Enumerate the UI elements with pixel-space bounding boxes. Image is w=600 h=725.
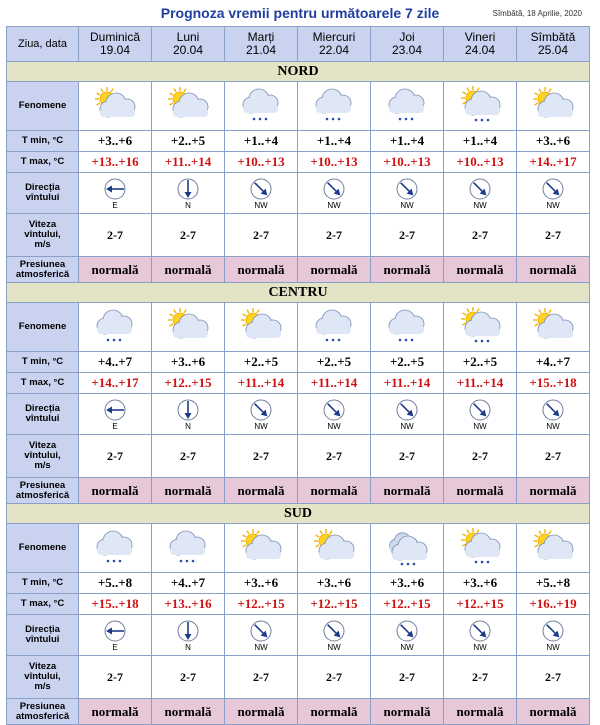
pressure-value: normală — [225, 257, 298, 283]
region-header-row — [7, 504, 590, 524]
wind-speed-value: 2-7 — [225, 656, 298, 699]
sun-cloud-icon — [517, 307, 589, 347]
wind-speed-value: 2-7 — [298, 214, 371, 257]
day-name: Luni — [176, 30, 200, 44]
tmin-row — [7, 573, 590, 594]
day-name: Sîmbătă — [530, 30, 576, 44]
pressure-label-line2: atmosferică — [15, 268, 70, 280]
wind-direction-label-line2: vîntului — [25, 413, 60, 424]
compass-arrow-icon — [79, 619, 151, 643]
phenomena-cell — [298, 524, 371, 573]
tmax-value: +11..+14 — [371, 373, 444, 394]
wind-direction-cell — [225, 173, 298, 214]
phenomena-cell — [225, 82, 298, 131]
day-name: Vineri — [464, 30, 496, 44]
tmin-value: +3..+6 — [152, 352, 225, 373]
forecast-table — [6, 26, 590, 725]
pressure-value: normală — [225, 478, 298, 504]
phenomena-label: Fenomene — [7, 82, 79, 131]
tmin-value: +4..+7 — [517, 352, 590, 373]
pressure-row — [7, 699, 590, 725]
tmax-value: +10..+13 — [444, 152, 517, 173]
day-date: 22.04 — [318, 43, 350, 57]
region-header-row — [7, 283, 590, 303]
sun-cloud-icon — [517, 86, 589, 126]
day-header — [225, 27, 298, 62]
tmin-value: +3..+6 — [225, 573, 298, 594]
tmax-value: +16..+19 — [517, 594, 590, 615]
region-name: SUD — [7, 504, 590, 524]
tmax-value: +11..+14 — [298, 373, 371, 394]
compass-arrow-icon — [517, 619, 589, 643]
region-header-row — [7, 62, 590, 82]
wind-direction-cell — [298, 394, 371, 435]
wind-direction-value: E — [112, 421, 118, 431]
phenomena-row — [7, 303, 590, 352]
tmax-value: +14..+17 — [79, 373, 152, 394]
wind-direction-value: NW — [327, 642, 341, 652]
phenomena-cell — [225, 524, 298, 573]
day-name: Miercuri — [312, 30, 356, 44]
tmax-value: +12..+15 — [298, 594, 371, 615]
wind-speed-value: 2-7 — [444, 214, 517, 257]
pressure-value: normală — [298, 699, 371, 725]
pressure-row — [7, 257, 590, 283]
pressure-value: normală — [298, 478, 371, 504]
sun-cloud-icon — [79, 86, 151, 126]
sun-cloud-icon — [517, 528, 589, 568]
tmax-row — [7, 373, 590, 394]
wind-direction-value: NW — [254, 642, 268, 652]
phenomena-cell — [517, 524, 590, 573]
wind-speed-label-line3: m/s — [34, 460, 51, 471]
tmax-value: +11..+14 — [444, 373, 517, 394]
pressure-value: normală — [79, 257, 152, 283]
wind-direction-cell — [225, 615, 298, 656]
wind-direction-value: N — [185, 642, 191, 652]
wind-direction-cell — [298, 173, 371, 214]
pressure-value: normală — [225, 699, 298, 725]
day-date: 21.04 — [245, 43, 277, 57]
wind-speed-label-line2: vîntului, — [24, 450, 61, 461]
day-date: 19.04 — [99, 43, 131, 57]
wind-direction-label-line1: Direcția — [25, 624, 60, 635]
phenomena-cell — [371, 524, 444, 573]
pressure-value: normală — [517, 699, 590, 725]
wind-speed-value: 2-7 — [371, 214, 444, 257]
tmin-value: +1..+4 — [298, 131, 371, 152]
compass-arrow-icon — [444, 398, 516, 422]
phenomena-cell — [152, 524, 225, 573]
wind-direction-label — [7, 394, 79, 435]
tmax-value: +13..+16 — [79, 152, 152, 173]
pressure-label-line1: Presiunea — [19, 479, 66, 491]
compass-arrow-icon — [79, 177, 151, 201]
tmin-value: +2..+5 — [225, 352, 298, 373]
tmin-value: +3..+6 — [371, 573, 444, 594]
cloud-rain-icon — [79, 307, 151, 347]
wind-direction-value: NW — [546, 200, 560, 210]
wind-speed-value: 2-7 — [517, 656, 590, 699]
wind-direction-value: E — [112, 200, 118, 210]
phenomena-cell — [79, 524, 152, 573]
wind-direction-cell — [79, 173, 152, 214]
tmax-value: +13..+16 — [152, 594, 225, 615]
tmax-label: T max, °C — [7, 373, 79, 394]
tmax-value: +12..+15 — [444, 594, 517, 615]
cloud-rain-icon — [371, 86, 443, 126]
tmax-value: +12..+15 — [152, 373, 225, 394]
wind-direction-value: NW — [254, 200, 268, 210]
wind-speed-value: 2-7 — [444, 435, 517, 478]
wind-direction-label — [7, 615, 79, 656]
pressure-label-line2: atmosferică — [15, 710, 70, 722]
tmin-value: +3..+6 — [79, 131, 152, 152]
wind-direction-label — [7, 173, 79, 214]
tmax-value: +12..+15 — [225, 594, 298, 615]
phenomena-cell — [152, 82, 225, 131]
wind-direction-cell — [152, 173, 225, 214]
phenomena-cell — [371, 303, 444, 352]
pressure-value: normală — [371, 257, 444, 283]
sun-cloud-icon — [152, 307, 224, 347]
compass-arrow-icon — [517, 177, 589, 201]
tmin-value: +3..+6 — [444, 573, 517, 594]
phenomena-cell — [517, 82, 590, 131]
wind-speed-label — [7, 214, 79, 257]
cloud-rain-icon — [79, 528, 151, 568]
tmax-value: +14..+17 — [517, 152, 590, 173]
tmin-label: T min, °C — [7, 573, 79, 594]
tmin-value: +3..+6 — [517, 131, 590, 152]
phenomena-row — [7, 82, 590, 131]
wind-direction-value: NW — [327, 200, 341, 210]
tmax-value: +12..+15 — [371, 594, 444, 615]
phenomena-cell — [517, 303, 590, 352]
wind-speed-label-line1: Viteza — [28, 440, 57, 451]
wind-speed-value: 2-7 — [225, 214, 298, 257]
forecast-body — [7, 62, 590, 725]
wind-direction-value: NW — [400, 421, 414, 431]
phenomena-cell — [298, 303, 371, 352]
pressure-value: normală — [152, 257, 225, 283]
cloud-sun-rain-icon — [371, 528, 443, 568]
region-name: CENTRU — [7, 283, 590, 303]
compass-arrow-icon — [152, 619, 224, 643]
wind-speed-value: 2-7 — [298, 656, 371, 699]
tmin-value: +1..+4 — [371, 131, 444, 152]
wind-direction-value: E — [112, 642, 118, 652]
region-name: NORD — [7, 62, 590, 82]
wind-direction-cell — [444, 394, 517, 435]
wind-direction-cell — [152, 615, 225, 656]
wind-direction-label-line2: vîntului — [25, 634, 60, 645]
pressure-value: normală — [371, 478, 444, 504]
phenomena-label: Fenomene — [7, 303, 79, 352]
wind-speed-value: 2-7 — [371, 435, 444, 478]
day-header — [152, 27, 225, 62]
day-header-row — [7, 27, 590, 62]
day-header — [517, 27, 590, 62]
wind-direction-cell — [371, 394, 444, 435]
tmax-value: +10..+13 — [225, 152, 298, 173]
tmin-value: +5..+8 — [79, 573, 152, 594]
cloud-rain-icon — [298, 86, 370, 126]
wind-direction-value: N — [185, 200, 191, 210]
pressure-value: normală — [152, 478, 225, 504]
sun-cloud-icon — [152, 86, 224, 126]
issue-date: Sîmbătă, 18 Aprilie, 2020 — [492, 9, 582, 18]
pressure-value: normală — [517, 478, 590, 504]
day-date: 23.04 — [391, 43, 423, 57]
pressure-value: normală — [152, 699, 225, 725]
tmin-value: +2..+5 — [444, 352, 517, 373]
wind-speed-label-line1: Viteza — [28, 219, 57, 230]
wind-direction-value: NW — [400, 200, 414, 210]
wind-direction-value: NW — [546, 642, 560, 652]
tmax-row — [7, 594, 590, 615]
wind-direction-cell — [371, 173, 444, 214]
tmin-row — [7, 131, 590, 152]
phenomena-row — [7, 524, 590, 573]
compass-arrow-icon — [152, 398, 224, 422]
wind-speed-value: 2-7 — [517, 214, 590, 257]
wind-direction-cell — [517, 615, 590, 656]
wind-direction-cell — [517, 394, 590, 435]
tmin-value: +2..+5 — [371, 352, 444, 373]
tmin-label: T min, °C — [7, 131, 79, 152]
wind-speed-value: 2-7 — [152, 214, 225, 257]
wind-speed-label-line2: vîntului, — [24, 229, 61, 240]
wind-speed-label-line1: Viteza — [28, 661, 57, 672]
sun-cloud-icon — [225, 528, 297, 568]
sun-cloud-rain-icon — [444, 528, 516, 568]
wind-speed-row — [7, 435, 590, 478]
pressure-label-line1: Presiunea — [19, 258, 66, 270]
wind-direction-value: NW — [254, 421, 268, 431]
wind-direction-value: NW — [473, 421, 487, 431]
compass-arrow-icon — [444, 177, 516, 201]
title-bar — [0, 0, 600, 26]
tmax-label: T max, °C — [7, 152, 79, 173]
pressure-value: normală — [79, 699, 152, 725]
compass-arrow-icon — [444, 619, 516, 643]
wind-speed-row — [7, 214, 590, 257]
wind-direction-cell — [152, 394, 225, 435]
pressure-value: normală — [444, 699, 517, 725]
wind-direction-label-line1: Direcția — [25, 182, 60, 193]
wind-direction-value: NW — [546, 421, 560, 431]
day-header — [444, 27, 517, 62]
compass-arrow-icon — [225, 177, 297, 201]
pressure-label — [7, 699, 79, 725]
tmin-value: +2..+5 — [152, 131, 225, 152]
tmax-value: +15..+18 — [79, 594, 152, 615]
tmax-value: +15..+18 — [517, 373, 590, 394]
pressure-label — [7, 478, 79, 504]
cloud-rain-icon — [298, 307, 370, 347]
compass-arrow-icon — [79, 398, 151, 422]
wind-speed-label-line3: m/s — [34, 239, 51, 250]
tmin-value: +5..+8 — [517, 573, 590, 594]
wind-speed-label — [7, 656, 79, 699]
wind-speed-value: 2-7 — [79, 435, 152, 478]
wind-direction-cell — [444, 173, 517, 214]
compass-arrow-icon — [225, 398, 297, 422]
day-header — [298, 27, 371, 62]
wind-direction-cell — [371, 615, 444, 656]
tmax-label: T max, °C — [7, 594, 79, 615]
phenomena-cell — [79, 82, 152, 131]
wind-speed-value: 2-7 — [152, 435, 225, 478]
pressure-value: normală — [444, 478, 517, 504]
sun-cloud-icon — [225, 307, 297, 347]
day-header — [79, 27, 152, 62]
tmin-label: T min, °C — [7, 352, 79, 373]
cloud-rain-icon — [152, 528, 224, 568]
pressure-value: normală — [298, 257, 371, 283]
tmax-row — [7, 152, 590, 173]
page-title: Prognoza vremii pentru următoarele 7 zile — [160, 5, 440, 21]
wind-speed-value: 2-7 — [298, 435, 371, 478]
wind-direction-value: NW — [400, 642, 414, 652]
phenomena-cell — [225, 303, 298, 352]
cloud-rain-icon — [225, 86, 297, 126]
phenomena-cell — [371, 82, 444, 131]
wind-direction-cell — [298, 615, 371, 656]
tmax-value: +11..+14 — [152, 152, 225, 173]
sun-cloud-icon — [298, 528, 370, 568]
compass-arrow-icon — [298, 619, 370, 643]
wind-direction-cell — [79, 615, 152, 656]
compass-arrow-icon — [371, 177, 443, 201]
day-date: 20.04 — [172, 43, 204, 57]
tmax-value: +10..+13 — [371, 152, 444, 173]
tmax-value: +10..+13 — [298, 152, 371, 173]
pressure-label-line2: atmosferică — [15, 489, 70, 501]
wind-direction-cell — [444, 615, 517, 656]
wind-speed-label — [7, 435, 79, 478]
compass-arrow-icon — [152, 177, 224, 201]
tmax-value: +11..+14 — [225, 373, 298, 394]
phenomena-cell — [79, 303, 152, 352]
wind-speed-value: 2-7 — [79, 214, 152, 257]
wind-direction-value: N — [185, 421, 191, 431]
wind-speed-label-line2: vîntului, — [24, 671, 61, 682]
compass-arrow-icon — [225, 619, 297, 643]
wind-direction-value: NW — [327, 421, 341, 431]
corner-label: Ziua, data — [7, 27, 79, 62]
wind-speed-label-line3: m/s — [34, 681, 51, 692]
wind-speed-row — [7, 656, 590, 699]
phenomena-cell — [444, 303, 517, 352]
pressure-row — [7, 478, 590, 504]
wind-direction-row — [7, 394, 590, 435]
tmin-value: +4..+7 — [152, 573, 225, 594]
wind-direction-value: NW — [473, 200, 487, 210]
wind-direction-cell — [225, 394, 298, 435]
sun-cloud-rain-icon — [444, 307, 516, 347]
compass-arrow-icon — [298, 398, 370, 422]
wind-speed-value: 2-7 — [444, 656, 517, 699]
pressure-label-line1: Presiunea — [19, 700, 66, 712]
wind-direction-label-line1: Direcția — [25, 403, 60, 414]
pressure-label — [7, 257, 79, 283]
compass-arrow-icon — [371, 619, 443, 643]
wind-speed-value: 2-7 — [371, 656, 444, 699]
wind-direction-row — [7, 615, 590, 656]
tmin-value: +3..+6 — [298, 573, 371, 594]
compass-arrow-icon — [517, 398, 589, 422]
tmin-row — [7, 352, 590, 373]
wind-direction-cell — [79, 394, 152, 435]
day-header — [371, 27, 444, 62]
wind-direction-cell — [517, 173, 590, 214]
phenomena-cell — [152, 303, 225, 352]
cloud-rain-icon — [371, 307, 443, 347]
phenomena-cell — [298, 82, 371, 131]
phenomena-label: Fenomene — [7, 524, 79, 573]
phenomena-cell — [444, 524, 517, 573]
day-date: 25.04 — [537, 43, 569, 57]
wind-speed-value: 2-7 — [225, 435, 298, 478]
phenomena-cell — [444, 82, 517, 131]
tmin-value: +1..+4 — [444, 131, 517, 152]
wind-direction-row — [7, 173, 590, 214]
wind-speed-value: 2-7 — [517, 435, 590, 478]
pressure-value: normală — [79, 478, 152, 504]
day-name: Duminică — [89, 30, 140, 44]
pressure-value: normală — [371, 699, 444, 725]
wind-speed-value: 2-7 — [152, 656, 225, 699]
compass-arrow-icon — [371, 398, 443, 422]
wind-direction-value: NW — [473, 642, 487, 652]
day-date: 24.04 — [464, 43, 496, 57]
tmin-value: +2..+5 — [298, 352, 371, 373]
pressure-value: normală — [444, 257, 517, 283]
day-name: Joi — [399, 30, 415, 44]
wind-speed-value: 2-7 — [79, 656, 152, 699]
sun-cloud-rain-icon — [444, 86, 516, 126]
tmin-value: +1..+4 — [225, 131, 298, 152]
pressure-value: normală — [517, 257, 590, 283]
wind-direction-label-line2: vîntului — [25, 192, 60, 203]
tmin-value: +4..+7 — [79, 352, 152, 373]
day-name: Marți — [247, 30, 275, 44]
compass-arrow-icon — [298, 177, 370, 201]
